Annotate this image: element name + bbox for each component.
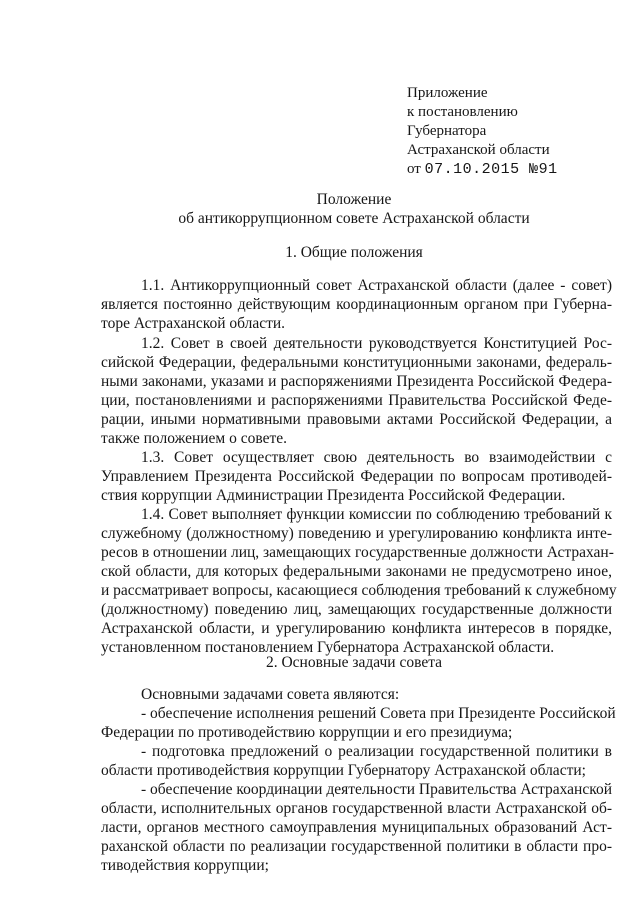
paragraph-line: является постоянно действующим координационным органом при Губерна-	[101, 296, 612, 313]
paragraph-line: Астраханской области, и урегулированию конфликта интересов в порядке,	[101, 620, 612, 637]
annex-line: Губернатора	[407, 123, 487, 139]
list-item-line: Федерации по противодействию коррупции и его президиума;	[101, 724, 513, 741]
paragraph-line: рации, иными нормативными правовыми актами Российской Федерации, а	[101, 411, 612, 428]
list-item-line: - обеспечение исполнения решений Совета при Президенте Российской	[141, 705, 616, 722]
annex-line: Приложение	[407, 85, 488, 101]
annex-date-line	[407, 160, 558, 179]
paragraph-line: ресов в отношении лиц, замещающих государственные должности Астрахан-	[101, 544, 614, 561]
annex-line: Астраханской области	[407, 142, 550, 158]
paragraph-line: ции, постановлениями и распоряжениями Правительства Российской Феде-	[101, 392, 612, 409]
annex-date-value: 07.10.2015 №91	[424, 161, 558, 178]
paragraph-line: Основными задачами совета являются:	[141, 686, 400, 703]
paragraph-line: служебному (должностному) поведению и урегулированию конфликта инте-	[101, 525, 612, 542]
paragraph-line: 1.4. Совет выполняет функции комиссии по соблюдению требований к	[141, 506, 612, 523]
paragraph-line: также положением о совете.	[101, 430, 287, 447]
section-1-heading: 1. Общие положения	[285, 244, 423, 261]
document-title: Положение	[316, 191, 392, 208]
paragraph-line: ствия коррупции Администрации Президента Российской Федерации.	[101, 487, 566, 504]
document-subtitle: об антикоррупционном совете Астраханской области	[178, 210, 530, 227]
paragraph-line: 1.2. Совет в своей деятельности руководствуется Конституцией Рос-	[141, 335, 612, 352]
paragraph-line: торе Астраханской области.	[101, 315, 286, 332]
list-item-line: - подготовка предложений о реализации государственной политики в	[141, 743, 612, 760]
paragraph-line: 1.3. Совет осуществляет свою деятельность во взаимодействии с	[141, 449, 612, 466]
list-item-line: раханской области по реализации государственной политики в области про-	[101, 838, 612, 855]
paragraph-line: ской области, для которых федеральными законами не предусмотрено иное,	[101, 563, 612, 580]
annex-line: к постановлению	[407, 104, 518, 120]
paragraph-line: и рассматривает вопросы, касающиеся соблюдения требований к служебному	[101, 582, 617, 599]
list-item-line: - обеспечение координации деятельности Правительства Астраханской	[141, 781, 613, 798]
list-item-line: области, исполнительных органов государственной власти Астраханской об-	[101, 800, 612, 817]
list-item-line: тиводействия коррупции;	[101, 857, 269, 874]
annex-date-prefix: от	[407, 161, 421, 177]
list-item-line: области противодействия коррупции Губернатору Астраханской области;	[101, 762, 586, 779]
paragraph-line: Управлением Президента Российской Федерации по вопросам противодей-	[101, 468, 612, 485]
section-2-heading: 2. Основные задачи совета	[265, 654, 443, 671]
paragraph-line: 1.1. Антикоррупционный совет Астраханской области (далее - совет)	[141, 277, 612, 294]
paragraph-line: сийской Федерации, федеральными конституционными законами, федераль-	[101, 354, 612, 371]
paragraph-line: (должностному) поведению лиц, замещающих государственные должности	[101, 601, 612, 618]
paragraph-line: установленном постановлением Губернатора Астраханской области.	[101, 639, 555, 656]
paragraph-line: ными законами, указами и распоряжениями Президента Российской Федера-	[101, 373, 612, 390]
annex-block	[407, 84, 558, 179]
list-item-line: ласти, органов местного самоуправления муниципальных образований Аст-	[101, 819, 612, 836]
